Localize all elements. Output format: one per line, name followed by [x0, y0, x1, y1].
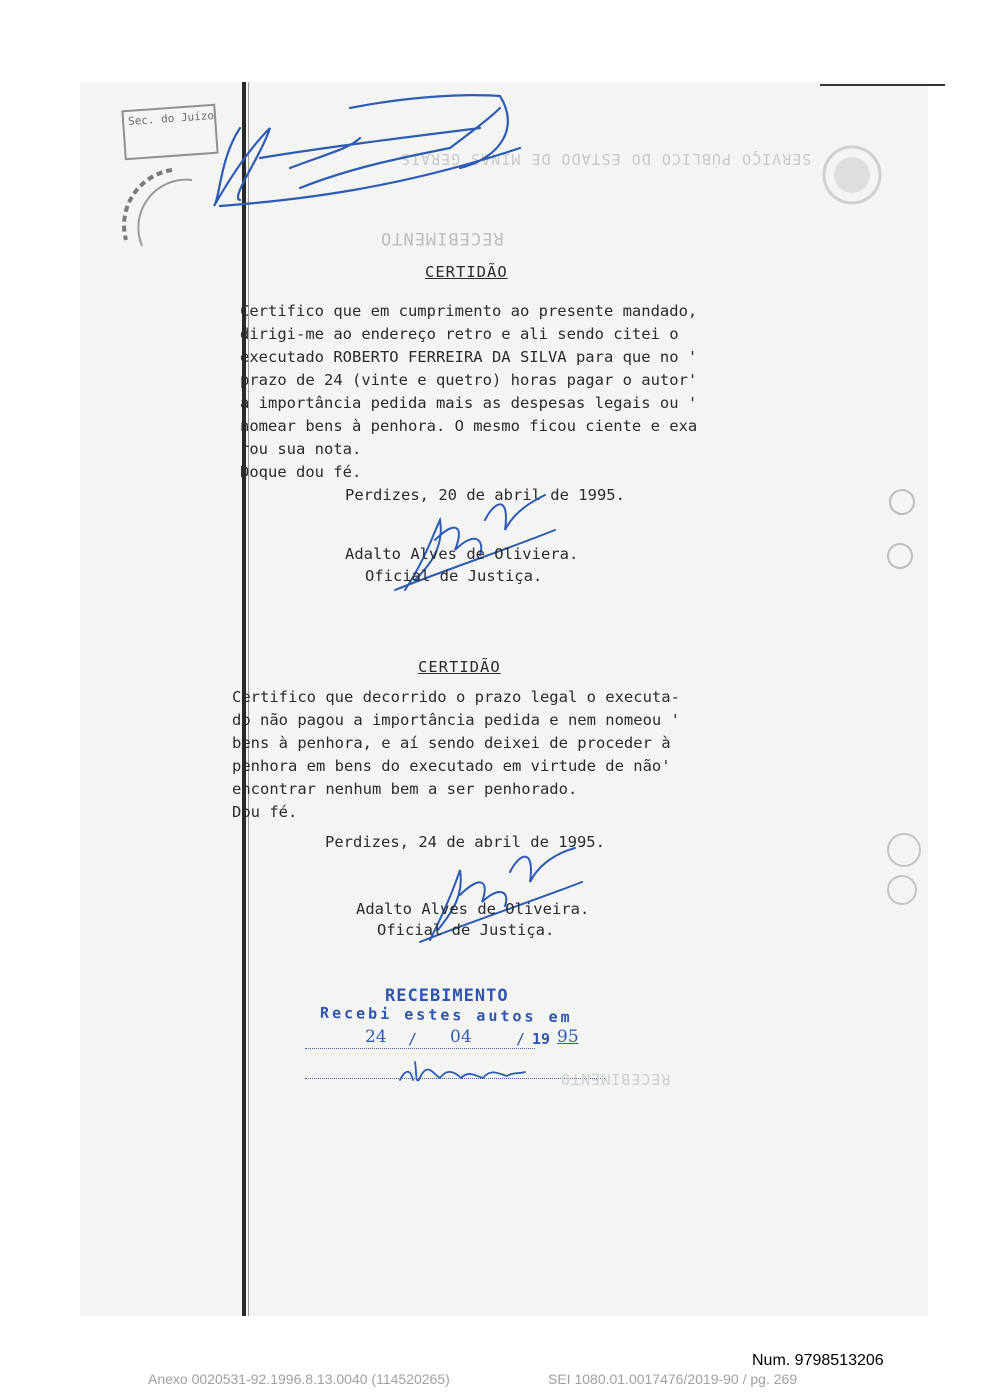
sei-reference: SEI 1080.01.0017476/2019-90 / pg. 269 [548, 1371, 798, 1387]
seal-icon [818, 142, 886, 208]
certidao-1-line: a importância pedida mais as despesas legais ou ' [240, 394, 698, 412]
stamp-title: RECEBIMENTO [385, 986, 509, 1006]
stamp-date-dots [305, 1048, 535, 1049]
certidao-2-signer: Adalto Alves de Oliveira. [356, 900, 590, 918]
certidao-1-line: nomear bens à penhora. O mesmo ficou ciente e exa [240, 417, 698, 435]
certidao-2-place-date: Perdizes, 24 de abril de 1995. [325, 833, 605, 851]
stamp-day: 24 [365, 1027, 387, 1047]
certidao-1-signer: Adalto Alves de Oliviera. [345, 545, 579, 563]
certidao-2-line: bens à penhora, e aí sendo deixei de proceder à [232, 734, 671, 752]
certidao-1-line: Doque dou fé. [240, 463, 362, 481]
corner-stamp-text: Sec. do Juízo [127, 109, 215, 128]
certidao-2-line: Dou fé. [232, 803, 298, 821]
certidao-2-line: penhora em bens do executado em virtude de não' [232, 757, 671, 775]
certidao-1-title: CERTIDÃO [425, 263, 508, 281]
stamp-month: 04 [450, 1027, 472, 1047]
stamp-year-prefix: 19 [532, 1030, 551, 1048]
page-edge-line [820, 84, 945, 86]
certidao-1-line: rou sua nota. [240, 440, 362, 458]
top-signature [200, 88, 530, 218]
certidao-1-line: executado ROBERTO FERREIRA DA SILVA para que no ' [240, 348, 698, 366]
certidao-2-title: CERTIDÃO [418, 658, 501, 676]
ghost-header: SERVIÇO PÚBLICO DO ESTADO DE MINAS GERAIS [400, 150, 812, 168]
certidao-2-line: do não pagou a importância pedida e nem nomeou ' [232, 711, 680, 729]
certidao-1-line: prazo de 24 (vinte e quetro) horas pagar o autor' [240, 371, 698, 389]
certidao-2-line: Certifico que decorrido o prazo legal o executa- [232, 688, 680, 706]
stamp-signature [395, 1050, 535, 1090]
stamp-line: Recebi estes autos em [319, 1003, 573, 1027]
certidao-1-line: Certifico que em cumprimento ao presente mandado, [240, 302, 698, 320]
edge-marks [880, 480, 930, 940]
certidao-1-line: dirigi-me ao endereço retro e ali sendo citei o [240, 325, 679, 343]
certidao-1-role: Oficial de Justiça. [365, 567, 543, 585]
annex-reference: Anexo 0020531-92.1996.8.13.0040 (114520265) [148, 1371, 450, 1387]
ghost-receb-bottom: RECEBIMENTO [560, 1070, 671, 1088]
certidao-2-role: Oficial de Justiça. [377, 921, 555, 939]
document-number: Num. 9798513206 [752, 1352, 884, 1369]
ghost-receb: RECEBIMENTO [380, 228, 504, 248]
certidao-2-line: encontrar nenhum bem a ser penhorado. [232, 780, 578, 798]
stamp-year: 95 [557, 1027, 579, 1047]
certidao-1-place-date: Perdizes, 20 de abril de 1995. [345, 486, 625, 504]
